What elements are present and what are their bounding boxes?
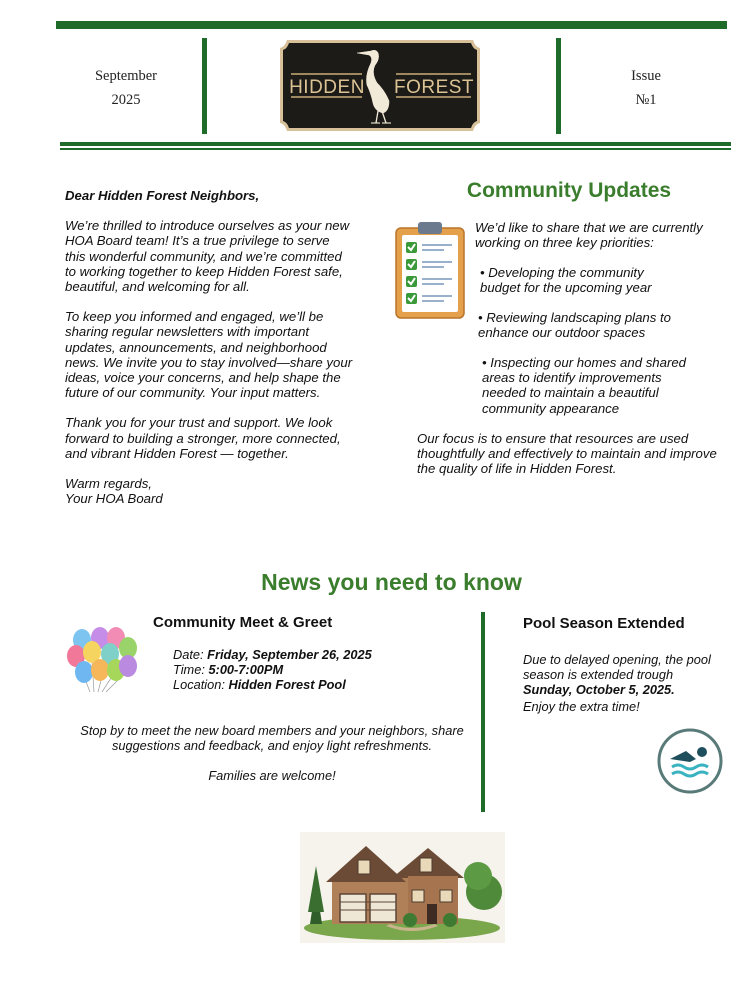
letter-paragraph-3: Thank you for your trust and support. We look forward to building a stronger, more connected, and vibrant Hidden Forest — together. bbox=[65, 415, 341, 461]
meet-greet-title: Community Meet & Greet bbox=[153, 614, 333, 631]
meet-location-line bbox=[173, 677, 453, 692]
top-rule bbox=[56, 21, 727, 29]
masthead-rule-1 bbox=[60, 142, 731, 146]
pool-season-enjoy: Enjoy the extra time! bbox=[523, 699, 640, 714]
letter-closing: Warm regards, bbox=[65, 476, 152, 492]
issue-date bbox=[58, 64, 194, 112]
update-item-inspection: • Inspecting our homes and shared areas to identify improvements needed to maintain a beautiful community appearance bbox=[482, 355, 687, 416]
update-item-budget: • Developing the community budget for the upcoming year bbox=[480, 265, 652, 296]
community-updates-title: Community Updates bbox=[466, 179, 672, 202]
letter-greeting: Dear Hidden Forest Neighbors, bbox=[65, 188, 260, 203]
pool-season-date: Sunday, October 5, 2025. bbox=[523, 682, 675, 697]
house-illustration bbox=[300, 832, 505, 943]
issue-number: №1 bbox=[635, 92, 657, 108]
meet-date-line bbox=[173, 647, 453, 662]
letter-signature: Your HOA Board bbox=[65, 491, 163, 507]
swimmer-icon bbox=[656, 727, 724, 795]
balloons-icon bbox=[66, 626, 144, 692]
meet-location-label: Location: bbox=[173, 677, 229, 692]
meet-greet-details bbox=[173, 647, 453, 692]
news-column-divider bbox=[481, 612, 485, 812]
meet-greet-body: Stop by to meet the new board members and your neighbors, share suggestions and feedback, and enjoy light refreshments. bbox=[80, 723, 464, 753]
hidden-forest-logo bbox=[279, 39, 481, 132]
masthead-divider-left bbox=[202, 38, 207, 134]
logo-plaque bbox=[279, 39, 481, 132]
pool-season-title: Pool Season Extended bbox=[523, 615, 685, 632]
issue-year: 2025 bbox=[111, 92, 141, 108]
logo-word-hidden: HIDDEN bbox=[289, 77, 365, 98]
meet-date-label: Date: bbox=[173, 647, 208, 662]
clipboard-icon bbox=[394, 220, 466, 320]
masthead-divider-right bbox=[556, 38, 561, 134]
meet-greet-families: Families are welcome! bbox=[208, 768, 336, 783]
meet-time-value: 5:00-7:00PM bbox=[208, 662, 284, 677]
issue-label: Issue bbox=[631, 68, 661, 84]
meet-date-value: Friday, September 26, 2025 bbox=[207, 647, 372, 662]
updates-focus: Our focus is to ensure that resources are used thoughtfully and effectively to maintain and improve the quality of life in Hidden Forest. bbox=[417, 431, 717, 477]
letter-paragraph-2: To keep you informed and engaged, we’ll be sharing regular newsletters with important updates, announcements, and neighborhood news. We invite you to stay involved—share your ideas, voice your concerns, and help shape the future of our community. Your input matters. bbox=[65, 309, 353, 401]
pool-season-text: Due to delayed opening, the pool season is extended trough bbox=[523, 652, 711, 682]
welcome-letter bbox=[65, 188, 353, 506]
update-item-landscaping: • Reviewing landscaping plans to enhance our outdoor spaces bbox=[478, 310, 672, 341]
news-section-title: News you need to know bbox=[261, 569, 522, 595]
pool-season-body bbox=[523, 652, 729, 714]
meet-time-label: Time: bbox=[173, 662, 209, 677]
meet-location-value: Hidden Forest Pool bbox=[228, 677, 346, 692]
letter-paragraph-1: We’re thrilled to introduce ourselves as your new HOA Board team! It’s a true privilege to serve this wonderful community, and we’re committed to working together to keep Hidden Forest safe, beautiful, and welcoming for all. bbox=[65, 218, 350, 295]
issue-month: September bbox=[94, 68, 157, 84]
updates-intro: We’d like to share that we are currently working on three key priorities: bbox=[475, 220, 703, 251]
logo-word-forest: FOREST bbox=[393, 77, 475, 98]
meet-time-line bbox=[173, 662, 453, 677]
masthead-rule-2 bbox=[60, 148, 731, 150]
issue-number-block bbox=[566, 64, 726, 112]
